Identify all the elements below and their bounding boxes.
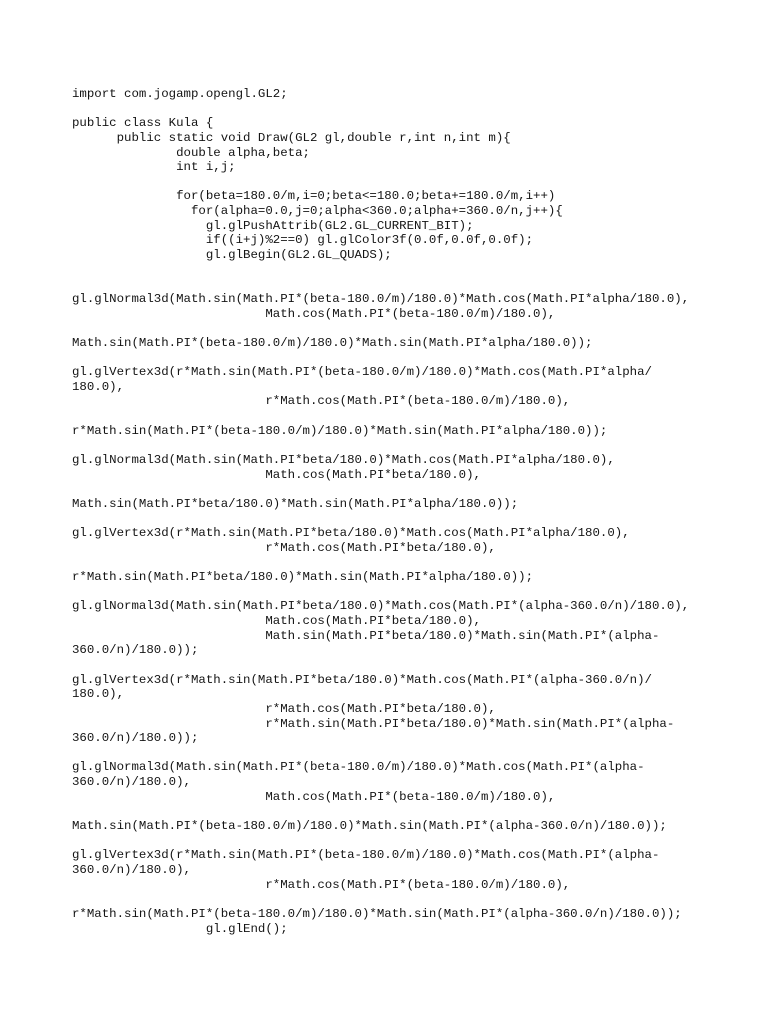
code-line: Math.cos(Math.PI*beta/180.0), [72, 614, 481, 629]
code-line [72, 936, 689, 951]
code-line: Math.cos(Math.PI*(beta-180.0/m)/180.0), [72, 306, 556, 321]
code-line [72, 482, 689, 497]
code-line [72, 277, 689, 292]
code-line: if((i+j)%2==0) gl.glColor3f(0.0f,0.0f,0.0f); [72, 233, 534, 248]
code-line: gl.glNormal3d(Math.sin(Math.PI*(beta-180.0/m)/180.0)*Math.cos(Math.PI*(alpha- [72, 760, 645, 775]
code-line: gl.glVertex3d(r*Math.sin(Math.PI*(beta-180.0/m)/180.0)*Math.cos(Math.PI*alpha/ [72, 365, 652, 380]
code-line: gl.glPushAttrib(GL2.GL_CURRENT_BIT); [72, 218, 474, 233]
code-line: gl.glBegin(GL2.GL_QUADS); [72, 248, 392, 263]
code-line: import com.jogamp.opengl.GL2; [72, 87, 288, 101]
code-line: int i,j; [72, 160, 236, 175]
code-line: gl.glEnd(); [72, 921, 288, 936]
code-listing [72, 87, 689, 951]
code-line [72, 175, 689, 190]
code-line: r*Math.sin(Math.PI*beta/180.0)*Math.sin(Math.PI*(alpha- [72, 716, 675, 731]
code-line [72, 556, 689, 571]
code-line [72, 804, 689, 819]
code-line: Math.cos(Math.PI*beta/180.0), [72, 467, 481, 482]
code-line: r*Math.cos(Math.PI*(beta-180.0/m)/180.0), [72, 877, 571, 892]
code-line: r*Math.cos(Math.PI*beta/180.0), [72, 701, 496, 716]
code-line [72, 512, 689, 527]
code-line [72, 321, 689, 336]
code-line: 180.0), [72, 379, 125, 394]
code-line: 180.0), [72, 687, 125, 702]
code-line: gl.glNormal3d(Math.sin(Math.PI*beta/180.0)*Math.cos(Math.PI*(alpha-360.0/n)/180.0), [72, 599, 690, 614]
code-line: gl.glNormal3d(Math.sin(Math.PI*(beta-180.0/m)/180.0)*Math.cos(Math.PI*alpha/180.0), [72, 291, 690, 306]
code-line: 360.0/n)/180.0)); [72, 643, 199, 658]
code-line [72, 892, 689, 907]
code-line: r*Math.sin(Math.PI*beta/180.0)*Math.sin(Math.PI*alpha/180.0)); [72, 570, 534, 585]
code-line [72, 409, 689, 424]
code-line: gl.glVertex3d(r*Math.sin(Math.PI*(beta-180.0/m)/180.0)*Math.cos(Math.PI*(alpha- [72, 848, 660, 863]
code-line: for(alpha=0.0,j=0;alpha<360.0;alpha+=360.0/n,j++){ [72, 204, 563, 219]
code-line: Math.sin(Math.PI*beta/180.0)*Math.sin(Math.PI*alpha/180.0)); [72, 496, 519, 511]
code-line: r*Math.cos(Math.PI*beta/180.0), [72, 540, 496, 555]
code-line [72, 585, 689, 600]
code-line: public static void Draw(GL2 gl,double r,int n,int m){ [72, 130, 511, 145]
code-line [72, 351, 689, 366]
code-line [72, 102, 689, 117]
code-line: 360.0/n)/180.0), [72, 862, 191, 877]
code-line: 360.0/n)/180.0), [72, 775, 191, 790]
code-line: for(beta=180.0/m,i=0;beta<=180.0;beta+=180.0/m,i++) [72, 189, 556, 204]
code-line: r*Math.cos(Math.PI*(beta-180.0/m)/180.0), [72, 394, 571, 409]
code-line [72, 746, 689, 761]
code-line [72, 263, 689, 278]
code-line: Math.cos(Math.PI*(beta-180.0/m)/180.0), [72, 789, 556, 804]
code-line: Math.sin(Math.PI*beta/180.0)*Math.sin(Math.PI*(alpha- [72, 628, 660, 643]
code-line: public class Kula { [72, 116, 214, 131]
code-line [72, 834, 689, 849]
code-line: r*Math.sin(Math.PI*(beta-180.0/m)/180.0)*Math.sin(Math.PI*(alpha-360.0/n)/180.0)); [72, 906, 682, 921]
code-line [72, 438, 689, 453]
code-line: double alpha,beta; [72, 145, 310, 160]
code-line: gl.glNormal3d(Math.sin(Math.PI*beta/180.0)*Math.cos(Math.PI*alpha/180.0), [72, 453, 615, 468]
code-line [72, 658, 689, 673]
code-line: 360.0/n)/180.0)); [72, 731, 199, 746]
code-line: Math.sin(Math.PI*(beta-180.0/m)/180.0)*Math.sin(Math.PI*(alpha-360.0/n)/180.0)); [72, 819, 667, 834]
code-line: gl.glVertex3d(r*Math.sin(Math.PI*beta/180.0)*Math.cos(Math.PI*(alpha-360.0/n)/ [72, 672, 652, 687]
code-line: gl.glVertex3d(r*Math.sin(Math.PI*beta/180.0)*Math.cos(Math.PI*alpha/180.0), [72, 526, 630, 541]
code-line: r*Math.sin(Math.PI*(beta-180.0/m)/180.0)*Math.sin(Math.PI*alpha/180.0)); [72, 423, 608, 438]
code-line: Math.sin(Math.PI*(beta-180.0/m)/180.0)*Math.sin(Math.PI*alpha/180.0)); [72, 335, 593, 350]
